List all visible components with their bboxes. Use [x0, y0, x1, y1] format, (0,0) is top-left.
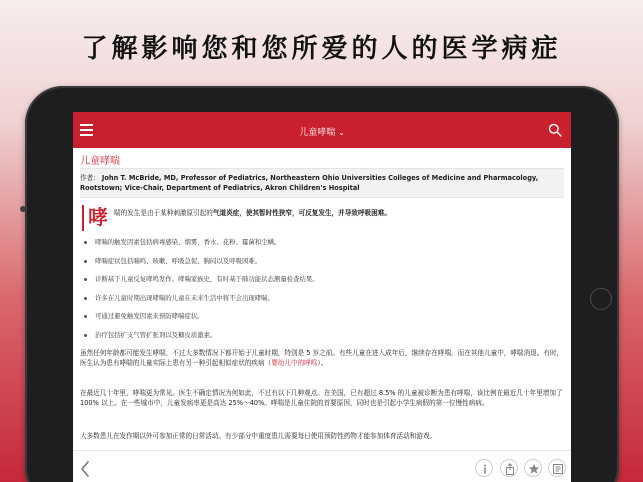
key-points-list — [83, 238, 553, 349]
dropcap-bar — [82, 205, 84, 231]
list-item: 可通过避免触发因素来预防哮喘症状。 — [83, 312, 553, 321]
info-icon — [479, 463, 491, 475]
author-text: John T. McBride, MD, Professor of Pediatrics, Northeastern Ohio Universities Colleges of Medicine and Pharmacology, Rootstown; Vice-Chair, Department of Pediatrics, Akron Children's Hospital — [80, 174, 539, 192]
lead-prefix: 喘的发生是由于某种刺激原引起的 — [114, 209, 213, 217]
body-paragraph-2: 在最近几十年里，哮喘更为常见。医生不确定情况为何如此，不过有以下几种观点。在美国，已有超过 8.5% 的儿童被诊断为患有哮喘，该比例在最近几十年里增加了 100% 以上。在一些城市中，儿童发病率更是高达 25%～40%。哮喘是儿童住院的首要原因，同时也是引起小学生病假的第一位慢性病病。 — [80, 389, 563, 407]
article-content — [80, 148, 564, 448]
para1-text-b: ）。 — [317, 359, 328, 367]
back-icon[interactable] — [79, 461, 91, 477]
favorite-button[interactable] — [524, 459, 542, 477]
author-info — [80, 168, 564, 198]
article-title: 儿童哮喘 — [80, 156, 120, 167]
list-item: 治疗包括扩支气管扩张剂以及糖皮质激素。 — [83, 331, 553, 340]
dropcap-block — [82, 205, 108, 231]
notes-icon — [552, 463, 564, 475]
body-paragraph-1 — [80, 348, 564, 368]
nav-title-dropdown[interactable] — [73, 125, 571, 138]
para1-text-a: 虽然任何年龄都可能发生哮喘，不过大多数情况下都开始于儿童时期，特别是 5 岁之前。有些儿童在进入成年后，继续存在哮喘，而在其他儿童中，哮喘消退。有时，医生认为患有哮喘的儿童实际上患有另一种引起相似症状的疾病（ — [80, 349, 564, 367]
share-icon — [504, 463, 516, 475]
top-navigation-bar — [73, 112, 571, 148]
nav-title-label: 儿童哮喘 — [299, 128, 336, 138]
tablet-home-button — [590, 288, 612, 310]
notes-button[interactable] — [548, 459, 566, 477]
info-button[interactable] — [475, 459, 493, 477]
dropcap-letter: 哮 — [88, 205, 108, 229]
author-label: 作者： — [80, 174, 100, 182]
body-paragraph-3: 大多数患儿在发作期以外可参加正常的日常活动。有少部分中重度患儿需要每日使用预防性药物才能参加体育活动和游戏。 — [80, 432, 437, 440]
lead-paragraph — [114, 208, 564, 218]
app-screen — [73, 112, 571, 482]
lead-bold: 气道炎症，使其暂时性狭窄，可反复发生，并导致呼吸困难。 — [212, 209, 391, 217]
tablet-camera — [20, 206, 26, 212]
list-item: 诊断基于儿童反复哮鸣发作、哮喘家族史，有时基于肺功能状态测量检查结果。 — [83, 275, 553, 284]
chevron-down-icon: ⌄ — [338, 128, 345, 137]
related-topic-link[interactable]: 婴幼儿中的哮鸣 — [271, 359, 318, 367]
list-item: 哮喘的触发因素包括病毒感染、烟雾、香水、花粉、霉菌和尘螨。 — [83, 238, 553, 247]
star-icon — [528, 463, 540, 475]
search-icon[interactable] — [548, 123, 562, 137]
promo-headline: 了解影响您和您所爱的人的医学病症 — [81, 34, 562, 64]
share-button[interactable] — [500, 459, 518, 477]
list-item: 许多在儿童时期出现哮喘的儿童在未来生活中将不会出现哮喘。 — [83, 294, 553, 303]
bottom-toolbar — [73, 450, 571, 482]
list-item: 哮喘症状包括喘鸣、咳嗽、呼吸急促、胸闷以及呼吸困难。 — [83, 257, 553, 266]
